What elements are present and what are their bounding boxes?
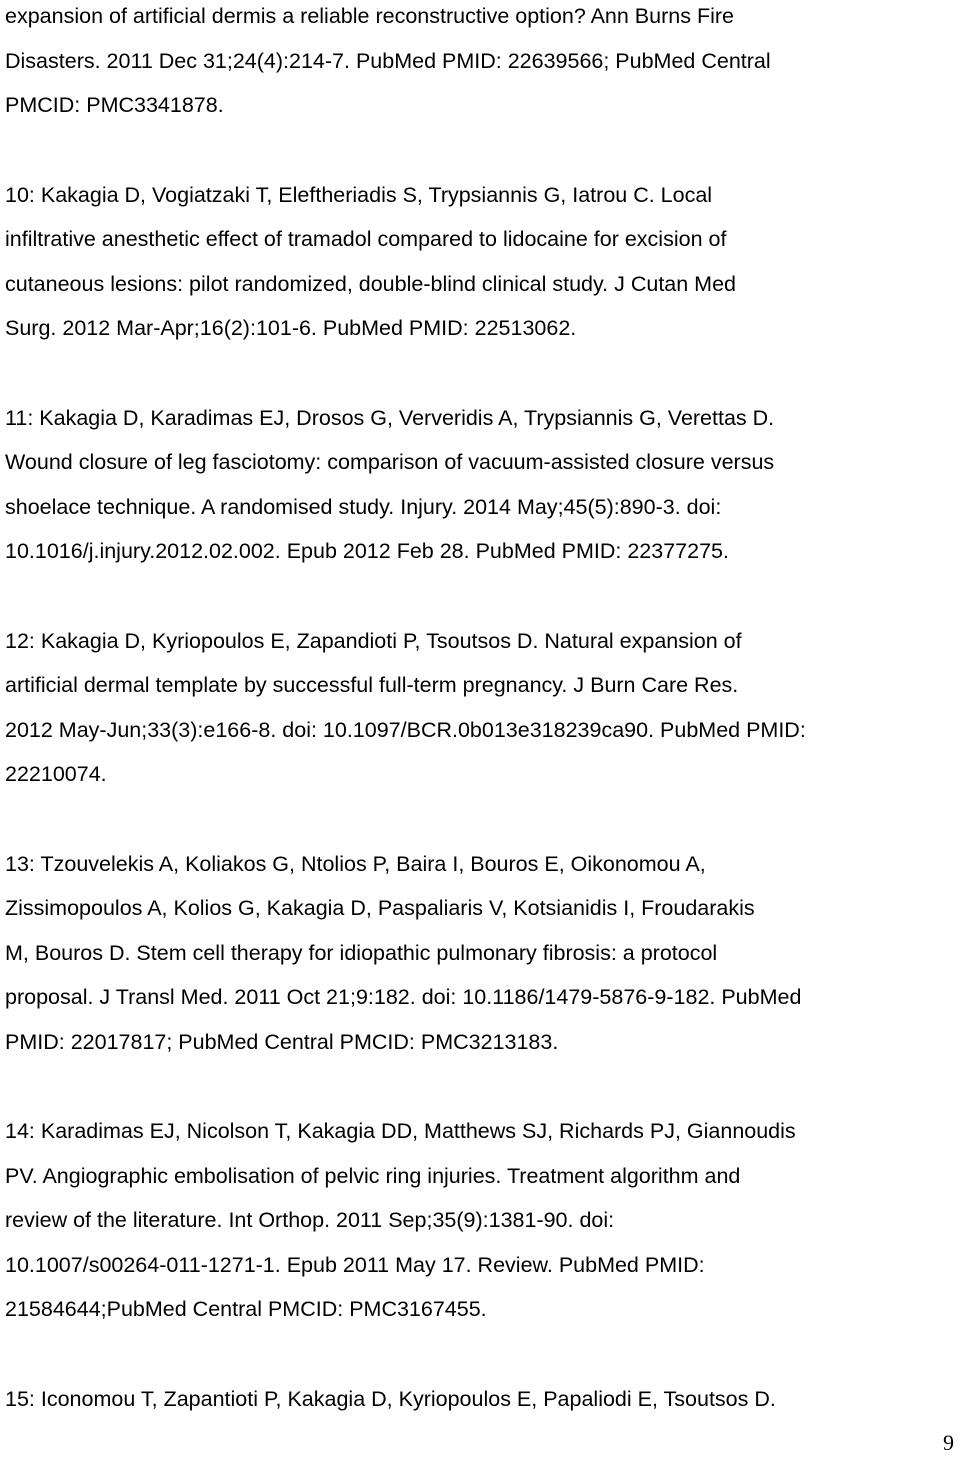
reference-line: Disasters. 2011 Dec 31;24(4):214-7. PubMed PMID: 22639566; PubMed Central <box>5 48 771 73</box>
reference-entry-13 <box>5 842 940 1065</box>
reference-entry-15 <box>5 1377 940 1422</box>
reference-line: 2012 May-Jun;33(3):e166-8. doi: 10.1097/BCR.0b013e318239ca90. PubMed PMID: <box>5 717 806 742</box>
reference-line: review of the literature. Int Orthop. 2011 Sep;35(9):1381-90. doi: <box>5 1208 615 1232</box>
page-number: 9 <box>943 1430 954 1455</box>
reference-line: PMID: 22017817; PubMed Central PMCID: PMC3213183. <box>5 1029 559 1054</box>
reference-line: expansion of artificial dermis a reliable reconstructive option? Ann Burns Fire <box>5 4 734 28</box>
reference-line: M, Bouros D. Stem cell therapy for idiopathic pulmonary fibrosis: a protocol <box>5 940 718 965</box>
reference-line: Wound closure of leg fasciotomy: comparison of vacuum-assisted closure versus <box>5 450 775 474</box>
reference-list <box>5 0 940 1466</box>
reference-line: 12: Kakagia D, Kyriopoulos E, Zapandioti P, Tsoutsos D. Natural expansion of <box>5 628 742 653</box>
reference-entry-10 <box>5 173 940 351</box>
reference-line: 15: Iconomou T, Zapantioti P, Kakagia D, Kyriopoulos E, Papaliodi E, Tsoutsos D. <box>5 1386 776 1411</box>
reference-line: 14: Karadimas EJ, Nicolson T, Kakagia DD, Matthews SJ, Richards PJ, Giannoudis <box>5 1119 796 1143</box>
reference-line: 10.1007/s00264-011-1271-1. Epub 2011 May 17. Review. PubMed PMID: <box>5 1252 705 1277</box>
reference-line: Zissimopoulos A, Kolios G, Kakagia D, Paspaliaris V, Kotsianidis I, Froudarakis <box>5 896 755 920</box>
reference-line: 10.1016/j.injury.2012.02.002. Epub 2012 Feb 28. PubMed PMID: 22377275. <box>5 539 729 563</box>
reference-line: 21584644;PubMed Central PMCID: PMC3167455. <box>5 1297 487 1321</box>
reference-line: cutaneous lesions: pilot randomized, double-blind clinical study. J Cutan Med <box>5 271 737 296</box>
reference-line: 13: Tzouvelekis A, Koliakos G, Ntolios P, Baira I, Bouros E, Oikonomou A, <box>5 851 706 876</box>
reference-line: 11: Kakagia D, Karadimas EJ, Drosos G, Ververidis A, Trypsiannis G, Verettas D. <box>5 405 775 430</box>
reference-entry-12 <box>5 619 940 797</box>
reference-line: PV. Angiographic embolisation of pelvic ring injuries. Treatment algorithm and <box>5 1163 741 1188</box>
reference-line: infiltrative anesthetic effect of tramadol compared to lidocaine for excision of <box>5 227 727 251</box>
reference-line: 10: Kakagia D, Vogiatzaki T, Eleftheriadis S, Trypsiannis G, Iatrou C. Local <box>5 182 713 207</box>
reference-entry-9-continued <box>5 0 940 128</box>
reference-line: proposal. J Transl Med. 2011 Oct 21;9:182. doi: 10.1186/1479-5876-9-182. PubMed <box>5 985 802 1009</box>
reference-line: shoelace technique. A randomised study. Injury. 2014 May;45(5):890-3. doi: <box>5 494 722 519</box>
reference-entry-11 <box>5 396 940 574</box>
reference-line: 22210074. <box>5 762 107 786</box>
reference-line: artificial dermal template by successful full-term pregnancy. J Burn Care Res. <box>5 673 739 697</box>
reference-line: Surg. 2012 Mar-Apr;16(2):101-6. PubMed PMID: 22513062. <box>5 316 577 340</box>
reference-entry-14 <box>5 1109 940 1332</box>
reference-line: PMCID: PMC3341878. <box>5 93 224 117</box>
